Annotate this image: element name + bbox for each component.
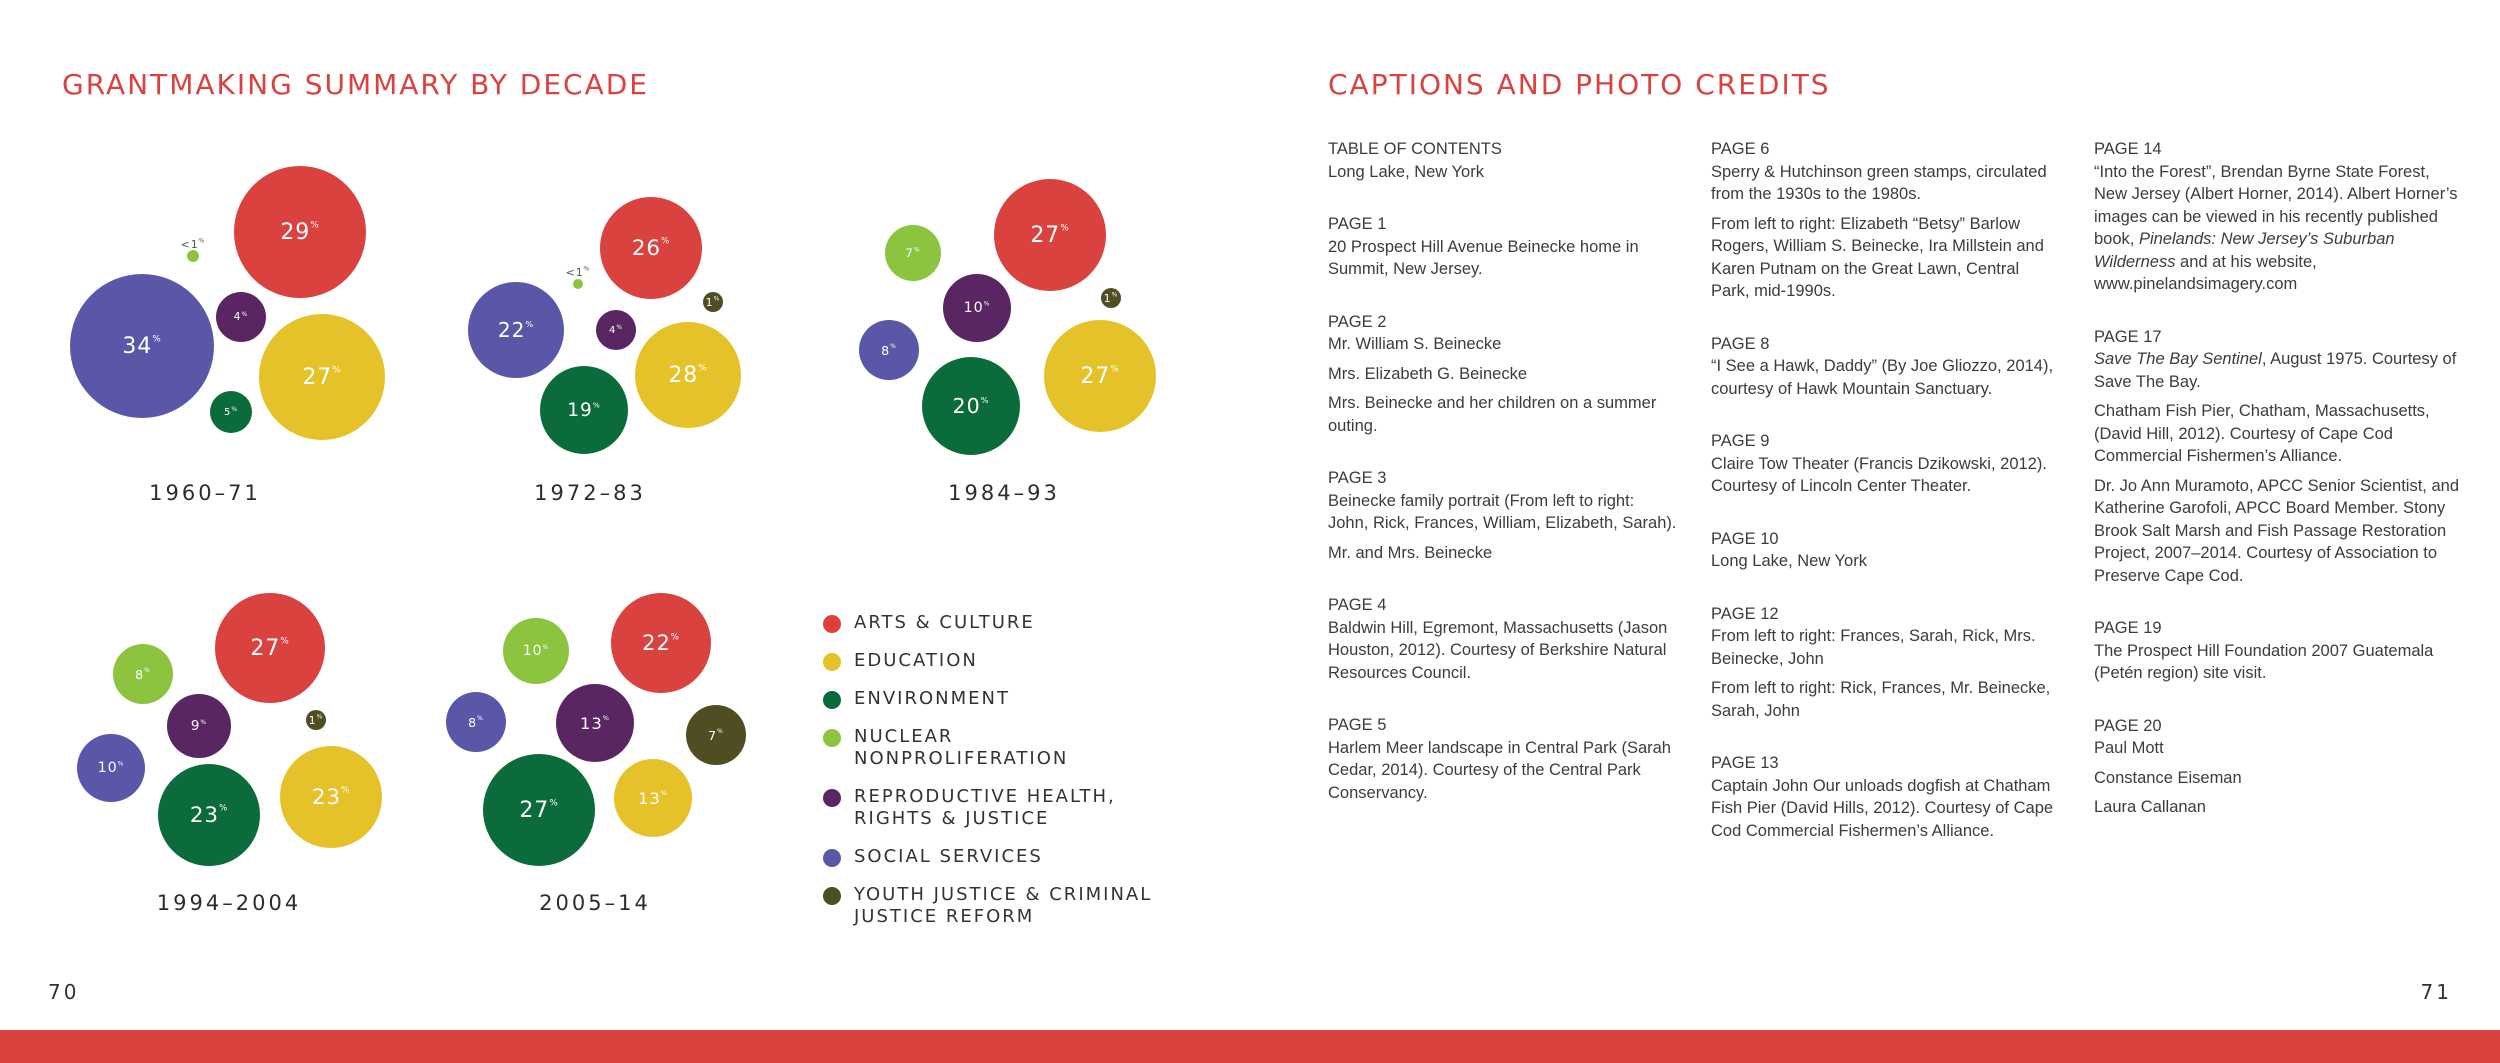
credit-text: Save The Bay Sentinel, August 1975. Courtesy of Save The Bay.: [2094, 350, 2457, 391]
bubble-label-education: 27%: [302, 364, 342, 390]
bubble-nuclear: [187, 250, 199, 262]
decade-label: 1972–83: [534, 481, 646, 505]
legend-label: REPRODUCTIVE HEALTH, RIGHTS & JUSTICE: [854, 786, 1116, 829]
bubble-label-nuclear: <1%: [180, 237, 206, 251]
legend-item-environment: [823, 688, 1223, 710]
bubble-label-nuclear: 7%: [905, 245, 921, 260]
credit-text: Long Lake, New York: [1328, 162, 1484, 181]
bubble-label-arts: 27%: [250, 635, 290, 661]
credit-entry: [1328, 594, 1678, 684]
bubble-label-education: 27%: [1080, 363, 1120, 389]
credit-entry: [1711, 138, 2061, 303]
credit-text: Sperry & Hutchinson green stamps, circulated from the 1930s to the 1980s.: [1711, 162, 2047, 203]
bubble-label-arts: 27%: [1030, 222, 1070, 248]
credit-page-label: PAGE 2: [1328, 312, 1387, 331]
credit-text: From left to right: Frances, Sarah, Rick, Mrs. Beinecke, John: [1711, 627, 2036, 668]
decade-label: 1960–71: [149, 481, 261, 505]
credit-text: 20 Prospect Hill Avenue Beinecke home in Summit, New Jersey.: [1328, 237, 1639, 278]
credit-entry: [1711, 603, 2061, 723]
credit-page-label: PAGE 5: [1328, 716, 1387, 734]
credit-page-label: PAGE 8: [1711, 334, 1770, 353]
credit-page-label: PAGE 17: [2094, 327, 2162, 346]
bubble-label-arts: 26%: [631, 235, 671, 261]
credit-entry: [1328, 311, 1678, 438]
footer-band: [0, 1030, 2500, 1063]
bubble-label-nuclear: <1%: [565, 265, 591, 279]
credit-entry: [1711, 528, 2061, 573]
legend-label: ENVIRONMENT: [854, 688, 1010, 709]
credit-text: Mr. William S. Beinecke: [1328, 335, 1502, 353]
bubble-label-environment: 5%: [223, 405, 239, 418]
decade-chart-4: [77, 593, 382, 915]
credit-text: Claire Tow Theater (Francis Dzikowski, 2012). Courtesy of Lincoln Center Theater.: [1711, 454, 2047, 495]
credit-page-label: PAGE 1: [1328, 215, 1387, 233]
legend-swatch: [823, 849, 841, 867]
bubble-label-education: 13%: [637, 788, 669, 808]
bubble-label-social: 22%: [497, 318, 535, 342]
legend-swatch: [823, 887, 841, 905]
bubble-label-social: 8%: [468, 714, 484, 730]
credit-text: From left to right: Rick, Frances, Mr. Beinecke, Sarah, John: [1711, 679, 2051, 720]
credit-page-label: PAGE 19: [2094, 619, 2162, 637]
credit-text: Paul Mott: [2094, 739, 2164, 757]
legend-item-education: [823, 650, 1223, 672]
page-number-right: 71: [2420, 980, 2452, 1004]
credit-text: From left to right: Elizabeth “Betsy” Barlow Rogers, William S. Beinecke, Ira Millstein and Karen Putnam on the Great Lawn, Central Park, mid-1990s.: [1711, 214, 2044, 300]
credit-text: Long Lake, New York: [1711, 552, 1867, 570]
credit-text: Captain John Our unloads dogfish at Chatham Fish Pier (David Hills, 2012). Courtesy of Cape Cod Commercial Fishermen’s Alliance.: [1711, 776, 2054, 840]
legend-swatch: [823, 789, 841, 807]
bubble-label-environment: 23%: [189, 802, 229, 828]
credit-text: Beinecke family portrait (From left to right: John, Rick, Frances, William, Elizabeth, Sarah).: [1328, 491, 1677, 532]
bubble-label-social: 8%: [881, 342, 897, 358]
bubble-label-youth: 1%: [705, 295, 721, 309]
credit-text: Mr. and Mrs. Beinecke: [1328, 543, 1493, 562]
credit-entry: [1711, 333, 2061, 401]
credit-entry: [2094, 138, 2464, 296]
credit-entry: [1328, 714, 1678, 804]
decade-label: 1984–93: [948, 481, 1060, 505]
credit-page-label: PAGE 6: [1711, 140, 1770, 158]
bubble-label-reproductive: 4%: [608, 323, 624, 336]
legend-swatch: [823, 615, 841, 633]
legend-item-reproductive: [823, 786, 1223, 830]
credit-page-label: PAGE 20: [2094, 716, 2162, 735]
credit-text: Dr. Jo Ann Muramoto, APCC Senior Scientist, and Katherine Garofoli, APCC Board Member. Stony Brook Salt Marsh and Fish Passage Restoration Project, 2007–2014. Courtesy of Association to Preserve Cape Cod.: [2094, 476, 2460, 585]
legend-label: NUCLEAR NONPROLIFERATION: [854, 726, 1069, 769]
legend-item-arts: [823, 612, 1223, 634]
credit-text: Laura Callanan: [2094, 798, 2206, 816]
legend-item-nuclear: [823, 726, 1223, 770]
bubble-label-environment: 20%: [952, 394, 990, 418]
credits-column-2: [1711, 138, 2061, 872]
credit-page-label: PAGE 10: [1711, 529, 1779, 548]
bubble-label-education: 23%: [311, 784, 351, 810]
bubble-label-social: 34%: [122, 333, 162, 359]
credit-text: Harlem Meer landscape in Central Park (Sarah Cedar, 2014). Courtesy of the Central Park Conservancy.: [1328, 738, 1671, 802]
credit-page-label: PAGE 3: [1328, 469, 1387, 487]
credit-page-label: PAGE 13: [1711, 754, 1779, 772]
bubble-label-youth: 1%: [308, 713, 324, 727]
credit-entry: [1711, 752, 2061, 842]
legend-label: YOUTH JUSTICE & CRIMINAL JUSTICE REFORM: [854, 884, 1153, 927]
credit-text: “I See a Hawk, Daddy” (By Joe Gliozzo, 2014), courtesy of Hawk Mountain Sanctuary.: [1711, 357, 2054, 398]
page-title-captions: CAPTIONS AND PHOTO CREDITS: [1328, 68, 1831, 101]
credit-text: Mrs. Beinecke and her children on a summer outing.: [1328, 394, 1657, 435]
bubble-label-reproductive: 9%: [190, 718, 208, 734]
credit-page-label: PAGE 14: [2094, 140, 2162, 158]
legend-swatch: [823, 729, 841, 747]
credit-entry: [1328, 467, 1678, 564]
bubble-label-arts: 22%: [642, 631, 680, 655]
credit-entry: [2094, 715, 2464, 819]
decade-label: 2005–14: [539, 891, 651, 915]
legend-label: SOCIAL SERVICES: [854, 846, 1043, 867]
decade-label: 1994–2004: [156, 891, 302, 915]
bubble-label-nuclear: 10%: [522, 643, 550, 659]
bubble-nuclear: [573, 279, 583, 289]
chart-legend: [823, 612, 1223, 944]
decade-chart-3: [859, 179, 1156, 505]
credit-page-label: PAGE 4: [1328, 596, 1387, 614]
page-number-left: 70: [48, 980, 80, 1004]
legend-item-social: [823, 846, 1223, 868]
legend-label: ARTS & CULTURE: [854, 612, 1035, 633]
decade-chart-1: [70, 166, 385, 505]
legend-item-youth: [823, 884, 1223, 928]
bubble-label-arts: 29%: [280, 219, 320, 245]
bubble-label-reproductive: 10%: [963, 300, 991, 316]
decade-chart-2: [468, 197, 741, 505]
credit-text: “Into the Forest”, Brendan Byrne State Forest, New Jersey (Albert Horner, 2014). Albert Horner’s images can be viewed in his recently published book, Pinelands: New Jersey’s Suburban Wilderness and at his website, www.pinelandsimagery.com: [2094, 162, 2458, 293]
credit-text: Constance Eiseman: [2094, 768, 2242, 787]
page-title-grantmaking: GRANTMAKING SUMMARY BY DECADE: [62, 68, 649, 101]
bubble-label-youth: 7%: [708, 727, 724, 743]
credit-entry: [1328, 213, 1678, 281]
bubble-label-reproductive: 13%: [579, 713, 611, 733]
bubble-label-nuclear: 8%: [135, 666, 151, 682]
credits-column-1: [1328, 138, 1678, 834]
bubble-label-reproductive: 4%: [233, 310, 249, 323]
bubble-label-social: 10%: [97, 760, 125, 776]
credit-text: The Prospect Hill Foundation 2007 Guatemala (Petén region) site visit.: [2094, 641, 2434, 682]
credit-entry: [1711, 430, 2061, 498]
credit-page-label: TABLE OF CONTENTS: [1328, 140, 1502, 158]
legend-label: EDUCATION: [854, 650, 978, 671]
bubble-label-environment: 19%: [567, 399, 601, 421]
legend-swatch: [823, 653, 841, 671]
decade-chart-5: [446, 593, 746, 915]
credit-text: Chatham Fish Pier, Chatham, Massachusetts, (David Hill, 2012). Courtesy of Cape Cod Commercial Fishermen’s Alliance.: [2094, 402, 2430, 465]
legend-swatch: [823, 691, 841, 709]
bubble-label-youth: 1%: [1103, 291, 1119, 305]
credit-page-label: PAGE 12: [1711, 604, 1779, 623]
credit-text: Baldwin Hill, Egremont, Massachusetts (Jason Houston, 2012). Courtesy of Berkshire Natural Resources Council.: [1328, 618, 1668, 682]
bubble-label-environment: 27%: [519, 797, 559, 823]
credit-page-label: PAGE 9: [1711, 432, 1770, 450]
credit-entry: [1328, 138, 1678, 183]
credit-entry: [2094, 326, 2464, 588]
bubble-label-education: 28%: [668, 362, 708, 388]
credit-entry: [2094, 617, 2464, 685]
credit-text: Mrs. Elizabeth G. Beinecke: [1328, 364, 1527, 383]
credits-column-3: [2094, 138, 2464, 849]
